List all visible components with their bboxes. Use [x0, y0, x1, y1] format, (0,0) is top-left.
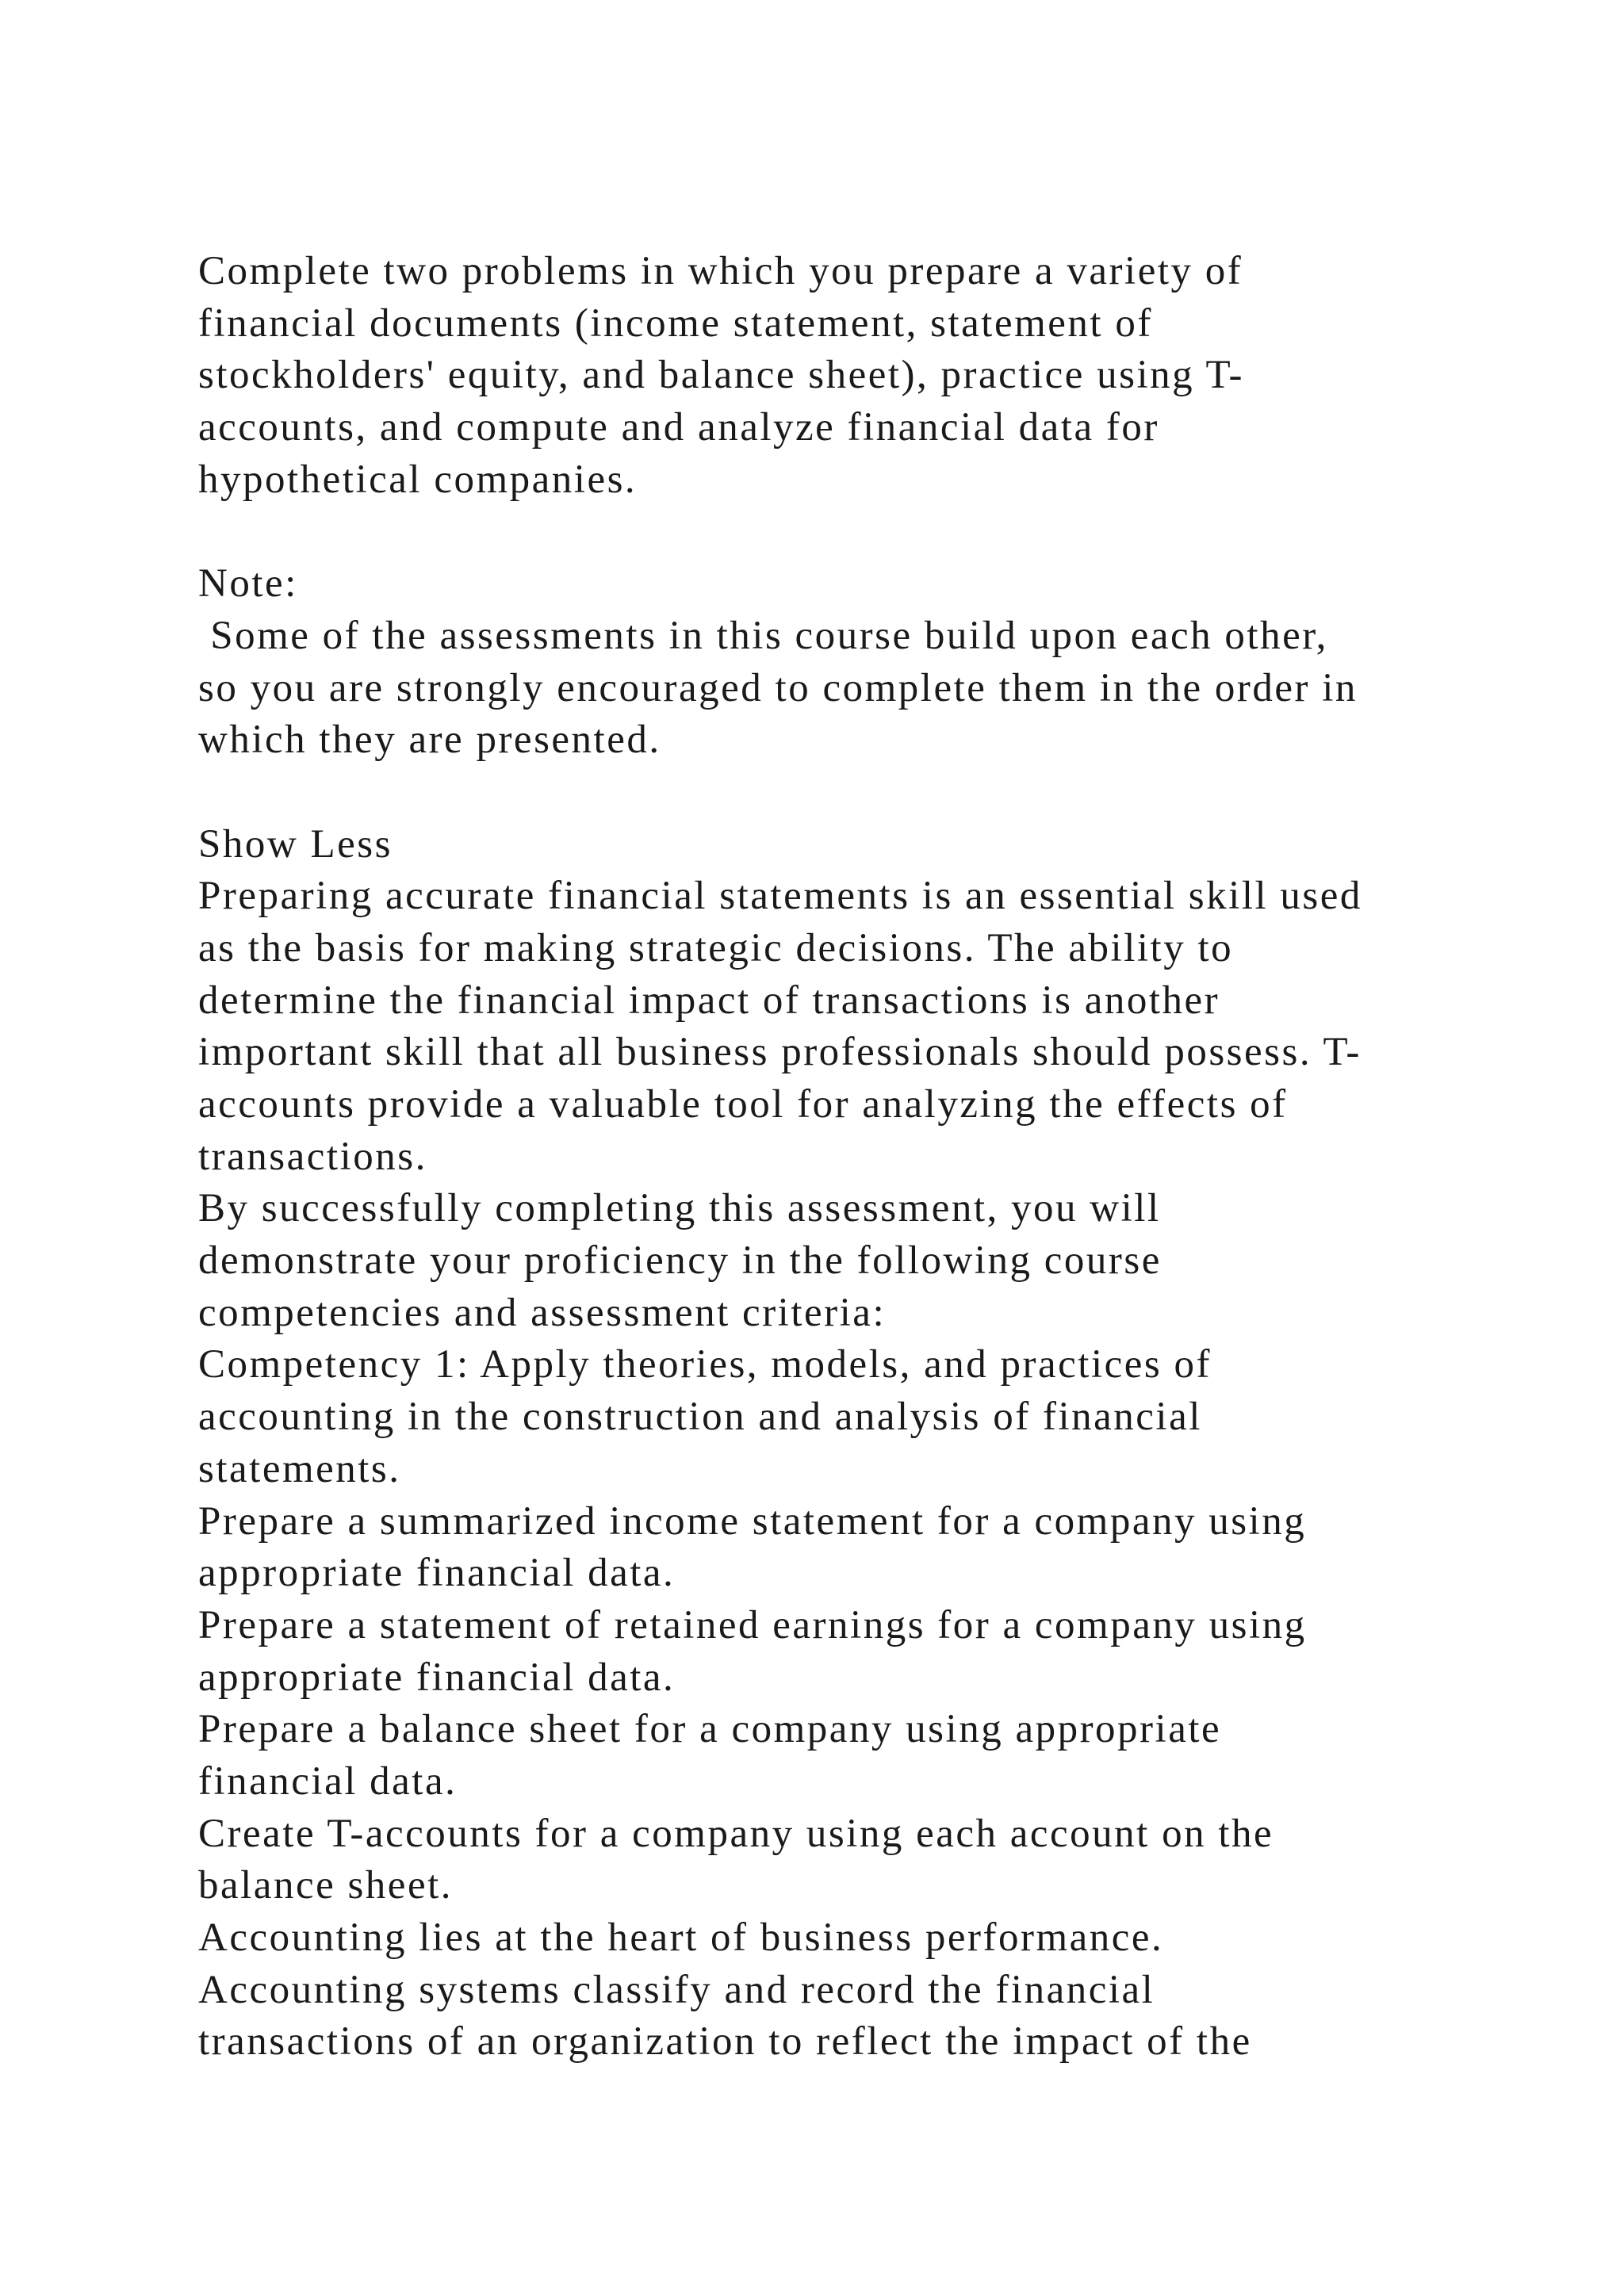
text-line: Competency 1: Apply theories, models, and practices of: [198, 1342, 1212, 1387]
text-line: appropriate financial data.: [198, 1655, 676, 1700]
text-line: as the basis for making strategic decisions. The ability to: [198, 925, 1234, 970]
text-line: Prepare a statement of retained earnings for a company using: [198, 1602, 1307, 1647]
text-line: transactions.: [198, 1134, 427, 1179]
document-body: [198, 246, 1435, 2068]
text-line: Complete two problems in which you prepare a variety of: [198, 249, 1243, 293]
text-line: stockholders' equity, and balance sheet), practice using T-: [198, 353, 1244, 398]
text-line: accounts provide a valuable tool for analyzing the effects of: [198, 1082, 1288, 1127]
text-line: Accounting lies at the heart of business performance.: [198, 1915, 1164, 1960]
text-line: competencies and assessment criteria:: [198, 1290, 887, 1335]
text-line: hypothetical companies.: [198, 457, 638, 502]
text-line: Accounting systems classify and record the financial: [198, 1967, 1155, 2012]
text-line: financial data.: [198, 1758, 458, 1804]
text-line: Show Less: [198, 821, 393, 867]
text-line: financial documents (income statement, statement of: [198, 300, 1153, 346]
text-line: determine the financial impact of transactions is another: [198, 978, 1220, 1023]
blank-line: [198, 767, 1435, 819]
text-line: Create T-accounts for a company using each account on the: [198, 1811, 1274, 1856]
text-line: transactions of an organization to reflect the impact of the: [198, 2019, 1252, 2064]
text-line: appropriate financial data.: [198, 1551, 676, 1596]
text-line: accounts, and compute and analyze financial data for: [198, 405, 1159, 450]
text-line: statements.: [198, 1446, 401, 1491]
text-line: important skill that all business professionals should possess. T-: [198, 1030, 1362, 1075]
text-line: Preparing accurate financial statements is an essential skill used: [198, 874, 1362, 919]
text-line: By successfully completing this assessment, you will: [198, 1186, 1161, 1231]
text-line: accounting in the construction and analysis of financial: [198, 1395, 1202, 1440]
text-line: Some of the assessments in this course build upon each other,: [198, 613, 1328, 658]
blank-line: [198, 506, 1435, 558]
text-line: Note:: [198, 561, 298, 607]
text-line: balance sheet.: [198, 1863, 454, 1908]
text-line: so you are strongly encouraged to complete them in the order in: [198, 665, 1358, 710]
text-line: Prepare a balance sheet for a company using appropriate: [198, 1707, 1222, 1752]
text-line: Prepare a summarized income statement for a company using: [198, 1498, 1307, 1544]
text-line: which they are presented.: [198, 718, 661, 763]
text-line: demonstrate your proficiency in the following course: [198, 1238, 1162, 1284]
